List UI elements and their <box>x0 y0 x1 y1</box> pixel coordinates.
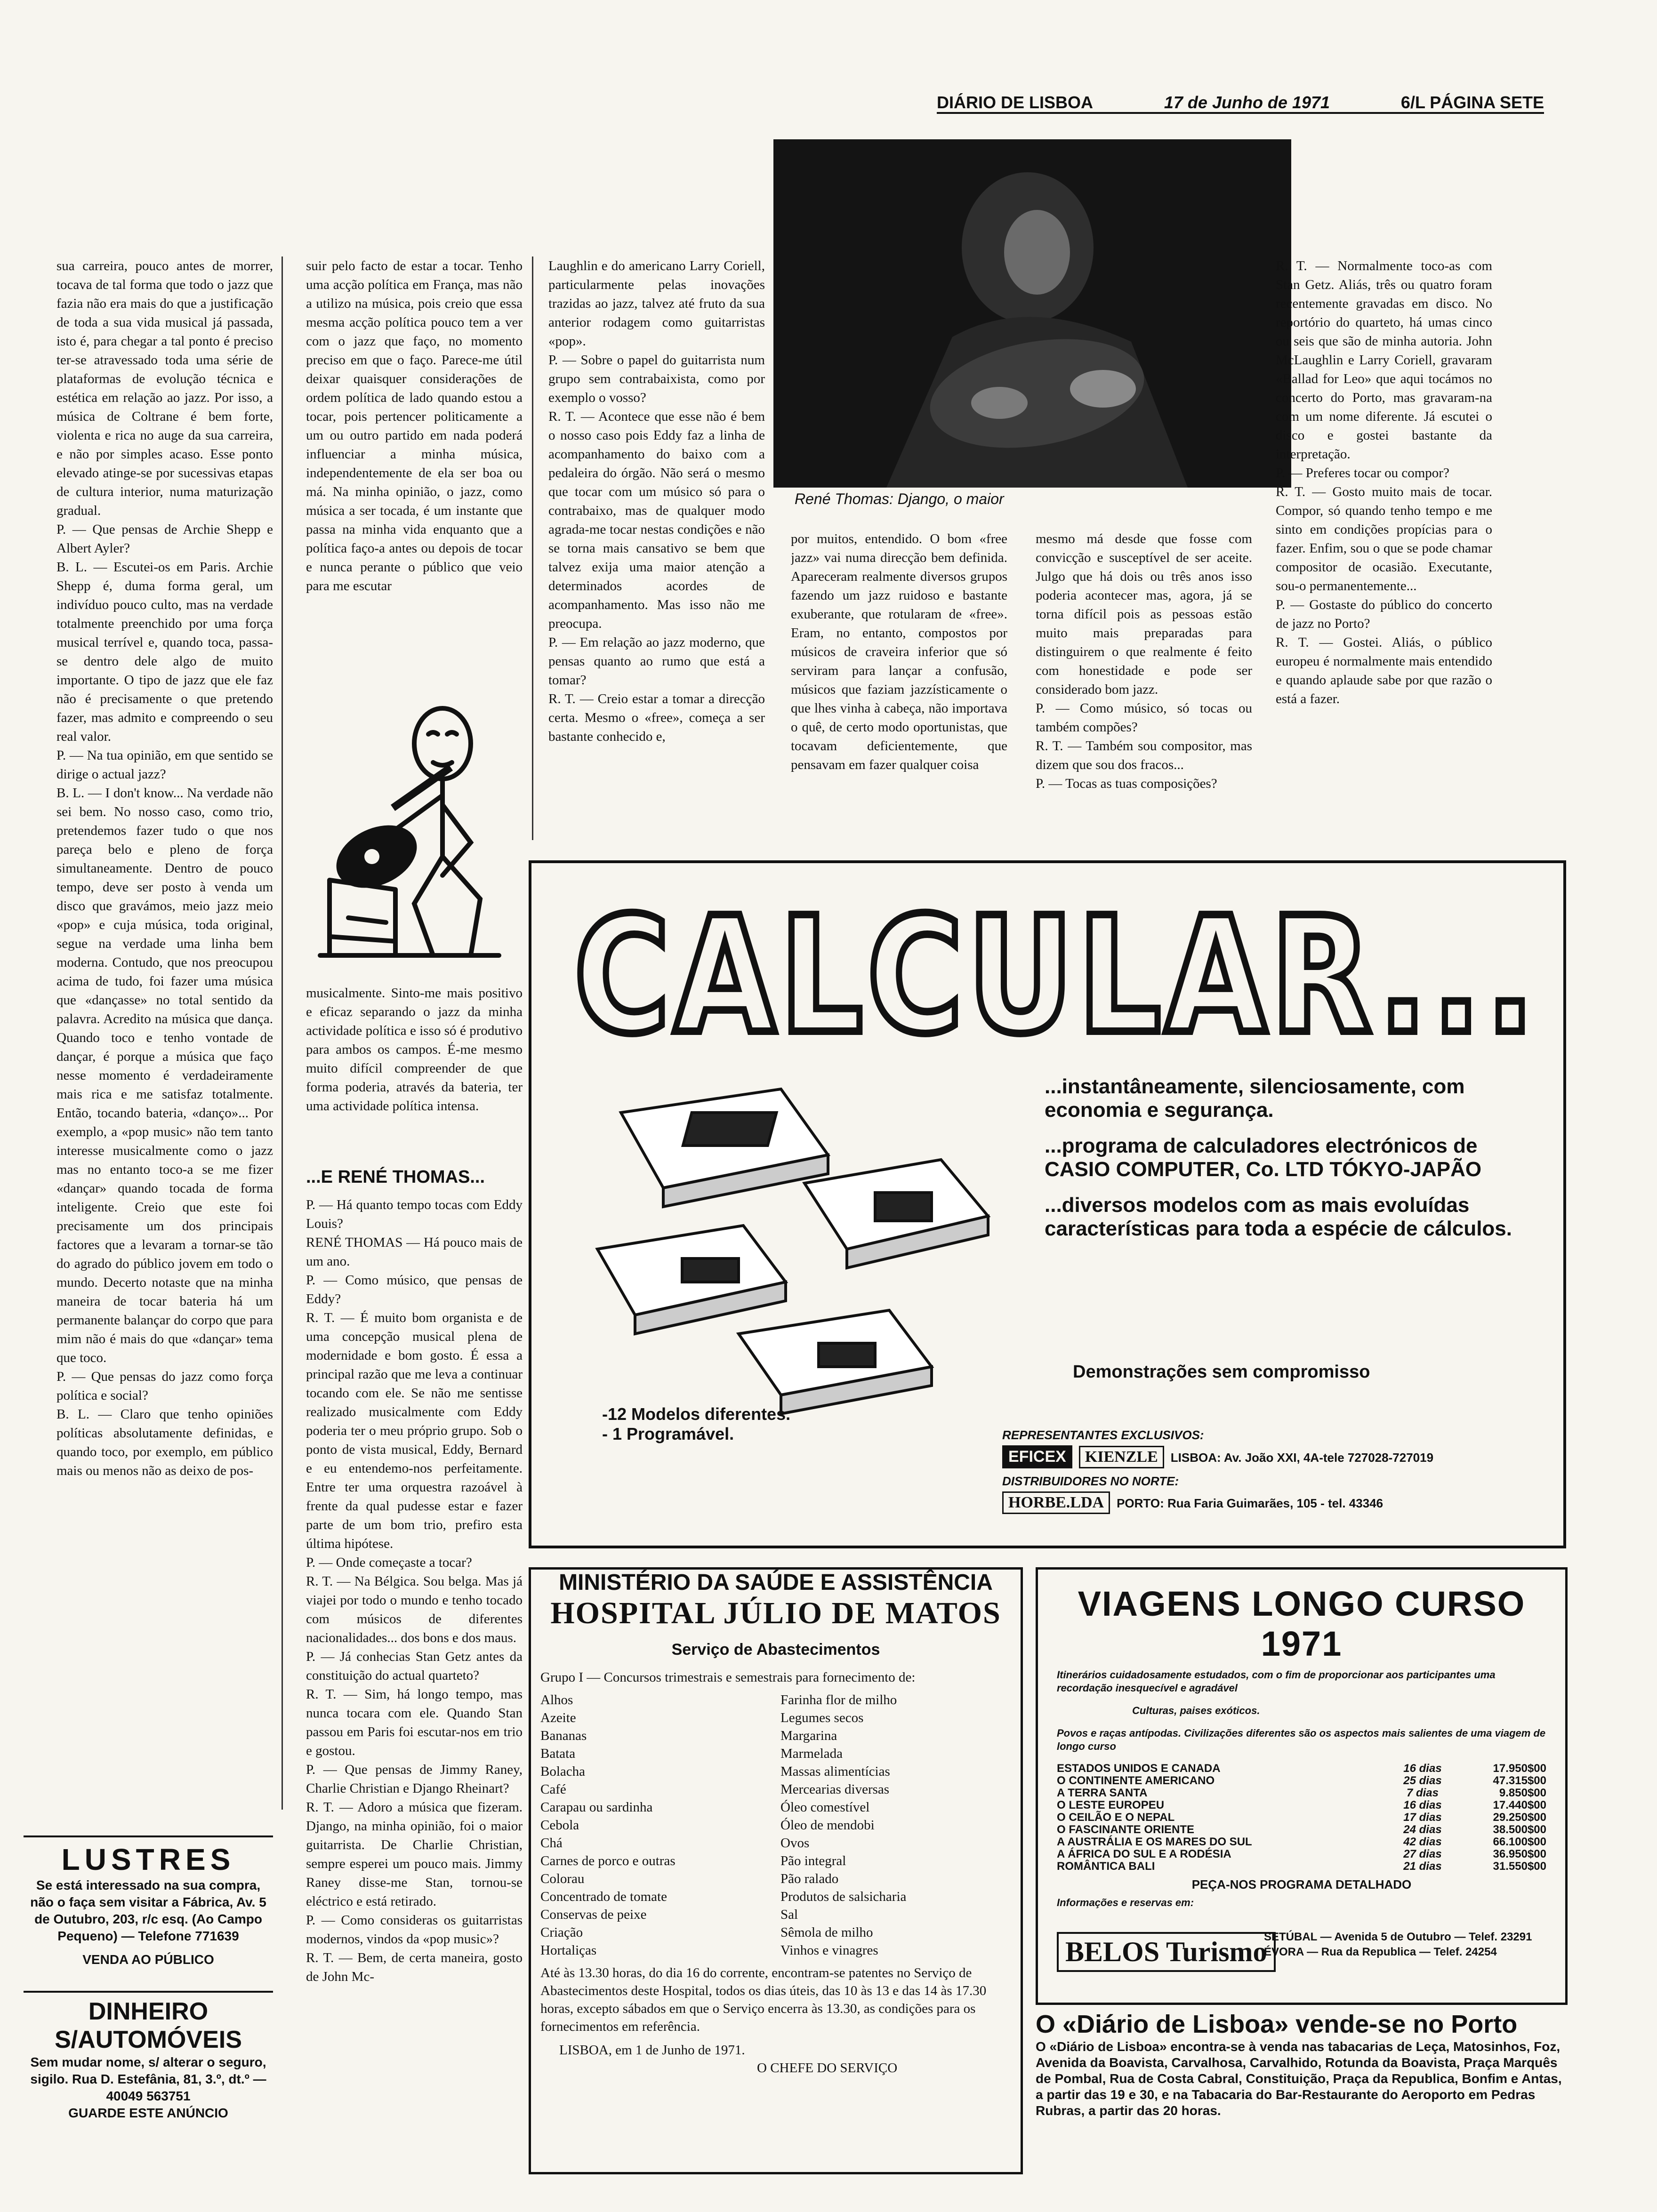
trip-price: 36.950$00 <box>1493 1848 1546 1860</box>
trip-destination: A AUSTRÁLIA E OS MARES DO SUL <box>1057 1835 1252 1848</box>
supply-list <box>531 1686 1021 1964</box>
trip-days: 7 dias <box>1406 1787 1439 1799</box>
travel-ad <box>1036 1567 1568 2005</box>
trip-price: 17.950$00 <box>1493 1762 1546 1775</box>
travel-table <box>1057 1763 1546 1873</box>
list-item: Legumes secos <box>780 1710 864 1725</box>
table-row <box>1057 1763 1546 1775</box>
list-item: Colorau <box>540 1871 585 1886</box>
list-item: Carnes de porco e outras <box>540 1853 676 1868</box>
eficex-logo: EFICEX <box>1002 1445 1072 1468</box>
list-item: Farinha flor de milho <box>780 1692 897 1707</box>
list-item: Criação <box>540 1925 583 1940</box>
list-item: Pão integral <box>780 1853 846 1868</box>
photo-caption: René Thomas: Django, o maior <box>795 490 1004 507</box>
trip-destination: O FASCINANTE ORIENTE <box>1057 1823 1195 1836</box>
trip-destination: ROMÂNTICA BALI <box>1057 1860 1155 1873</box>
list-item: Alhos <box>540 1692 573 1707</box>
list-item: Vinhos e vinagres <box>780 1943 878 1958</box>
program-request: PEÇA-NOS PROGRAMA DETALHADO <box>1191 1877 1412 1891</box>
page-header <box>937 93 1544 114</box>
ad-line-3: ...diversos modelos com as mais evoluídas características para toda a espécie de cálculos. <box>1045 1194 1512 1240</box>
ad-footer: GUARDE ESTE ANÚNCIO <box>68 2106 228 2120</box>
list-item: Carapau ou sardinha <box>540 1800 653 1815</box>
notice-body: Até às 13.30 horas, do dia 16 do corrente, encontram-se patentes no Serviço de Abastecimentos deste Hospital, todos os dias úteis, das 10 às 13 e das 14 às 17.30 horas, excepto sábados em que o Serviço encerra às 13.30, as condições para os fornecimentos em referência. <box>540 1965 987 2034</box>
notice-signature: O CHEFE DO SERVIÇO <box>757 2060 898 2076</box>
list-item: Azeite <box>540 1710 576 1725</box>
ad-text: Sem mudar nome, s/ alterar o seguro, sigilo. Rua D. Estefânia, 81, 3.º, dt.º — 40049 563751 <box>30 2055 266 2103</box>
info-label: Informações e reservas em: <box>1057 1897 1194 1908</box>
casio-calculator-ad <box>529 860 1566 1548</box>
list-item: Margarina <box>780 1728 837 1743</box>
dinheiro-ad <box>24 1991 273 2122</box>
trip-days: 21 dias <box>1403 1860 1442 1873</box>
trip-destination: O CEILÃO E O NEPAL <box>1057 1811 1175 1824</box>
ad-title: DINHEIRO S/AUTOMÓVEIS <box>55 1998 242 2053</box>
article-column-6: R. T. — Normalmente toco-as com Stan Getz. Aliás, três ou quatro foram recentemente gravadas em disco. No reportório do quarteto, há umas cinco ou seis que são de minha autoria. John McLaughlin e Larry Coriell, gravaram «Ballad for Leo» que aqui tocámos no concerto do Porto, mas gravaram-na com um nome diferente. Já escutei o disco e gostei bastante da interpretação. P. — Preferes tocar ou compor? R. T. — Gosto muito mais de tocar. Compor, só quando tenho tempo e me sinto em condições propícias para o fazer. Enfim, sou o que se pode chamar compositor de ocasião. Executante, sou-o permanentemente... P. — Gostaste do público do concerto de jazz no Porto? R. T. — Gostei. Aliás, o público europeu é normalmente mais entendido e quando aplaude sabe por que razão o está a fazer. <box>1276 258 1492 706</box>
hospital-name: HOSPITAL JÚLIO DE MATOS <box>550 1596 1001 1630</box>
horbe-logo: HORBE.LDA <box>1002 1491 1110 1514</box>
travel-sub-2: Culturas, paises exóticos. <box>1132 1705 1260 1716</box>
hospital-notice <box>529 1567 1023 2174</box>
trip-price: 38.500$00 <box>1493 1823 1546 1836</box>
table-row <box>1057 1787 1546 1799</box>
list-item: Batata <box>540 1746 576 1761</box>
page-number: 6/L PÁGINA SETE <box>1400 93 1544 112</box>
lisboa-address: LISBOA: Av. João XXI, 4A-tele 727028-727019 <box>1170 1451 1434 1465</box>
table-row <box>1057 1860 1546 1873</box>
list-item: Mercearias diversas <box>780 1782 890 1797</box>
table-row <box>1057 1775 1546 1787</box>
list-item: Concentrado de tomate <box>540 1889 667 1904</box>
list-item: Hortaliças <box>540 1943 597 1958</box>
paper-name: DIÁRIO DE LISBOA <box>937 93 1094 112</box>
list-item: Óleo comestível <box>780 1800 870 1815</box>
list-item: Produtos de salsicharia <box>780 1889 907 1904</box>
section-heading: ...E RENÉ THOMAS... <box>306 1167 485 1187</box>
trip-destination: O CONTINENTE AMERICANO <box>1057 1774 1215 1787</box>
lustres-ad <box>24 1835 273 1968</box>
porto-sales-notice <box>1036 2010 1563 2119</box>
trip-days: 25 dias <box>1403 1774 1442 1787</box>
guitarist-drawing <box>301 701 508 965</box>
ad-demo-note: Demonstrações sem compromisso <box>1073 1362 1370 1382</box>
notice-intro: Grupo I — Concursos trimestrais e semestrais para fornecimento de: <box>540 1670 916 1685</box>
article-column-2-top: suir pelo facto de estar a tocar. Tenho uma acção política em França, mas não a utilizo na música, pois creio que essa mesma acção política pouco tem a ver com o jazz que faço, no momento preciso em que o faço. Parece-me útil deixar quaisquer considerações de ordem política de lado quando estou a tocar, pois pertencer politicamente a um ou outro partido em nada poderá influenciar a minha música, independentemente de ela ser boa ou má. Na minha opinião, o jazz, como música a ser tocada, é um instante que passa na minha vida enquanto que a política faço-a antes ou depois de tocar e nunca perante o público que veio para me escutar <box>306 258 523 593</box>
ministry-title: MINISTÉRIO DA SAÚDE E ASSISTÊNCIA <box>559 1570 993 1595</box>
list-item: Conservas de peixe <box>540 1907 647 1922</box>
trip-days: 16 dias <box>1403 1762 1442 1775</box>
travel-subtitle: Itinerários cuidadosamente estudados, com o fim de proporcionar aos participantes uma recordação inesquecível e agradável <box>1057 1669 1496 1694</box>
list-item: Bananas <box>540 1728 587 1743</box>
trip-destination: O LESTE EUROPEU <box>1057 1799 1165 1811</box>
column-divider <box>532 256 533 840</box>
list-item: Café <box>540 1782 566 1797</box>
ad-text: Se está interessado na sua compra, não o faça sem visitar a Fábrica, Av. 5 de Outubro, 203, r/c esq. (Ao Campo Pequeno) — Telefone 771639 <box>30 1878 266 1943</box>
trip-price: 31.550$00 <box>1493 1860 1546 1873</box>
table-row <box>1057 1811 1546 1824</box>
notice-text: O «Diário de Lisboa» encontra-se à venda nas tabacarias de Leça, Matosinhos, Foz, Avenida da Boavista, Carvalhosa, Carvalhido, Rotunda da Boavista, Praça Marquês de Pombal, Rua de Costa Cabral, Constituição, Praça da Republica, Bonfim e Antas, a partir das 19 e 30, e na Tabacaria do Bar-Restaurante do Aeroporto em Pedras Rubras, a partir das 20 horas. <box>1036 2039 1562 2118</box>
porto-address: PORTO: Rua Faria Guimarães, 105 - tel. 43346 <box>1117 1496 1384 1510</box>
list-item: Marmelada <box>780 1746 843 1761</box>
trip-price: 66.100$00 <box>1493 1835 1546 1848</box>
trip-days: 17 dias <box>1403 1811 1442 1824</box>
trip-days: 42 dias <box>1403 1835 1442 1848</box>
ad-title: LUSTRES <box>61 1843 235 1876</box>
travel-sub-3: Povos e raças antípodas. Civilizações diferentes são os aspectos mais salientes de uma viagem de longo curso <box>1057 1727 1546 1752</box>
list-item: Ovos <box>780 1835 810 1851</box>
article-column-4: por muitos, entendido. O bom «free jazz» vai numa direcção bem definida. Apareceram realmente diversos grupos fazendo um jazz ruidoso e bastante exuberante, que rotularam de «free». Eram, no entanto, compostos por músicos de craveira inferior que só serviram para lançar a confusão, músicos que faziam jazzísticamente o que lhes vinha à cabeça, não importava o quê, de certo modo oportunistas, que tocavam deficientemente, que pensavam em fazer qualquer coisa <box>791 531 1007 772</box>
ad-footer: VENDA AO PÚBLICO <box>82 1952 214 1967</box>
column-divider <box>282 256 283 1810</box>
agency-address: SETÚBAL — Avenida 5 de Outubro — Telef. 23291 ÉVORA — Rua da Republica — Telef. 24254 <box>1264 1931 1532 1958</box>
photo-rene-thomas <box>773 139 1291 488</box>
table-row <box>1057 1848 1546 1860</box>
trip-price: 29.250$00 <box>1493 1811 1546 1824</box>
table-row <box>1057 1824 1546 1836</box>
list-item: Pão ralado <box>780 1871 839 1886</box>
north-label: DISTRIBUIDORES NO NORTE: <box>1002 1474 1179 1488</box>
list-item: Massas alimentícias <box>780 1764 890 1779</box>
article-column-1: sua carreira, pouco antes de morrer, tocava de tal forma que todo o jazz que fazia não era mais do que a justificação de toda a sua vida musical já passada, isto é, para chegar a tal ponto é preciso ter-se atravessado toda uma série de plataformas de evolução técnica e estética em relação ao jazz. Por isso, a música de Coltrane é bem forte, violenta e rica no auge da sua carreira, e não por simples acaso. Esse ponto elevado atinge-se por sucessivas etapas de cultura interior, numa maturização gradual. P. — Que pensas de Archie Shepp e Albert Ayler? B. L. — Escutei-os em Paris. Archie Shepp é, duma forma geral, um indivíduo pouco culto, mas na verdade totalmente preenchido por uma força musical terrível e, quando toca, passa-se dentro dele algo de muito importante. O tipo de jazz que ele faz não é precisamente o que pretendo fazer, mas admito e compreendo o seu real valor. P. — Na tua opinião, em que sentido se dirige o actual jazz? B. L. — I don't know... Na verdade não sei bem. No nosso caso, como trio, pretendemos fazer tudo o que nos pareça belo e pleno de força simultaneamente. Dentro de pouco tempo, deve ser posto à venda um disco que gravámos, meio jazz meio «pop» e cuja música, toda original, segue na verdade uma linha bem moderna. Contudo, que nos preocupou acima de tudo, foi fazer uma música que «dançasse» no total sentido da palavra. Acredito na música que dança. Quando toco e tenho vontade de dançar, é porque a música que faço nesse momento é verdadeiramente mais rica e me satisfaz totalmente. Então, tocando bateria, «danço»... Por exemplo, a «pop music» não tem tanto interesse musicalmente como o jazz mas no entanto toco-a se me fizer «dançar» quando tocada de forma inteligente. Creio que este foi precisamente um dos principais factores que a levaram a tornar-se tão do agrado do público jovem em todo o mundo. Decerto notaste que na minha maneira de tocar bateria há um permanente balançar do corpo que para mim não é mais do que «dançar» tema que toco. P. — Que pensas do jazz como força política e social? B. L. — Claro que tenho opiniões políticas absolutamente definidas, e quando toco, por exemplo, em público mais ou menos não as deixo de pos- <box>56 258 273 1478</box>
table-row <box>1057 1836 1546 1848</box>
trip-price: 9.850$00 <box>1499 1787 1546 1799</box>
ad-copy <box>1045 1075 1515 1253</box>
article-column-2-bottom: P. — Há quanto tempo tocas com Eddy Louis? RENÉ THOMAS — Há pouco mais de um ano. P. — Como músico, que pensas de Eddy? R. T. — É muito bom organista e de uma concepção musical plena de modernidade e bom gosto. É essa a principal razão que me leva a continuar tocando com ele. Se não me sentisse realizado musicalmente com Eddy poderia ter o meu próprio grupo. Sob o ponto de vista musical, Eddy, Bernard e eu entendemo-nos perfeitamente. Entre ter uma orquestra razoável à frente da qual pudesse estar e fazer parte de um bom trio, prefiro esta última hipótese. P. — Onde começaste a tocar? R. T. — Na Bélgica. Sou belga. Mas já viajei por todo o mundo e tenho tocado com músicos de diferentes nacionalidades... dos bons e dos maus. P. — Já conhecias Stan Getz antes da constituição do actual quarteto? R. T. — Sim, há longo tempo, mas nunca tocara com ele. Quando Stan passou em Paris foi escutar-nos em trio e gostou. P. — Que pensas de Jimmy Raney, Charlie Christian e Django Rheinart? R. T. — Adoro a música que fizeram. Django, na minha opinião, foi o maior guitarrista. De Charlie Christian, sempre esperei um pouco mais. Jimmy Raney disse-me Stan, tornou-se eléctrico e está retirado. P. — Como consideras os guitarristas modernos, vindos da «pop music»? R. T. — Bem, de certa maneira, gosto de John Mc- <box>306 1197 523 1984</box>
trip-price: 47.315$00 <box>1493 1774 1546 1787</box>
list-item: Cebola <box>540 1818 579 1833</box>
ad-representatives <box>1002 1428 1553 1514</box>
ad-models: -12 Modelos diferentes. - 1 Programável. <box>602 1404 791 1443</box>
list-item: Bolacha <box>540 1764 586 1779</box>
trip-days: 16 dias <box>1403 1799 1442 1811</box>
trip-days: 24 dias <box>1403 1823 1442 1836</box>
notice-date: LISBOA, em 1 de Junho de 1971. <box>559 2043 745 2058</box>
kienzle-logo: KIENZLE <box>1079 1446 1164 1468</box>
list-item: Óleo de mendobi <box>780 1818 875 1833</box>
article-column-2-mid: musicalmente. Sinto-me mais positivo e eficaz separando o jazz da minha actividade política e isso só é produtivo para ambos os campos. É-me mesmo muito difícil compreender de que forma poderia, através da bateria, ter uma actividade política intensa. <box>306 986 523 1114</box>
list-item: Sêmola de milho <box>780 1925 873 1940</box>
ad-headline: CALCULAR... <box>574 883 1539 1069</box>
ad-line-1: ...instantâneamente, silenciosamente, com economia e segurança. <box>1045 1075 1465 1122</box>
issue-date: 17 de Junho de 1971 <box>1164 93 1330 112</box>
trip-destination: A TERRA SANTA <box>1057 1787 1148 1799</box>
ad-line-2: ...programa de calculadores electrónicos de CASIO COMPUTER, Co. LTD TÓKYO-JAPÃO <box>1045 1134 1482 1181</box>
agency-name: BELOS Turismo <box>1057 1932 1276 1972</box>
trip-destination: A ÁFRICA DO SUL E A RODÉSIA <box>1057 1848 1231 1860</box>
travel-title: VIAGENS LONGO CURSO 1971 <box>1078 1584 1526 1663</box>
service-name: Serviço de Abastecimentos <box>671 1641 880 1659</box>
table-row <box>1057 1799 1546 1811</box>
trip-days: 27 dias <box>1403 1848 1442 1860</box>
article-column-3: Laughlin e do americano Larry Coriell, particularmente pelas inovações trazidas ao jazz, talvez até fruto da sua anterior rodagem como guitarristas «pop». P. — Sobre o papel do guitarrista num grupo sem contrabaixista, como por exemplo o vosso? R. T. — Acontece que esse não é bem o nosso caso pois Eddy faz a linha de acompanhamento do baixo com a pedaleira do órgão. Não será o mesmo que tocar com um músico só para o contrabaixo, mas de qualquer modo agrada-me tocar nestas condições e não se torna mais cansativo se bem que talvez exija uma maior atenção a determinados acordes de acompanhamento. Mas isso não me preocupa. P. — Em relação ao jazz moderno, que pensas quanto ao rumo que está a tomar? R. T. — Creio estar a tomar a direcção certa. Mesmo o «free», começa a ser bastante conhecido e, <box>548 258 765 744</box>
reps-label: REPRESENTANTES EXCLUSIVOS: <box>1002 1428 1204 1442</box>
trip-destination: ESTADOS UNIDOS E CANADA <box>1057 1762 1221 1775</box>
trip-price: 17.440$00 <box>1493 1799 1546 1811</box>
list-item: Chá <box>540 1835 563 1851</box>
calculators-illustration <box>583 1061 1007 1419</box>
list-item: Sal <box>780 1907 798 1922</box>
notice-title: O «Diário de Lisboa» vende-se no Porto <box>1036 2010 1518 2038</box>
article-column-5: mesmo má desde que fosse com convicção e susceptível de ser aceite. Julgo que há dois ou três anos isso poderia acontecer mas, agora, já se torna difícil pois as pessoas estão muito mais preparadas para distinguirem o que realmente é feito com honestidade e pode ser considerado bom jazz. P. — Como músico, só tocas ou também compões? R. T. — Também sou compositor, mas dizem que sou dos fracos... P. — Tocas as tuas composições? <box>1036 531 1252 791</box>
